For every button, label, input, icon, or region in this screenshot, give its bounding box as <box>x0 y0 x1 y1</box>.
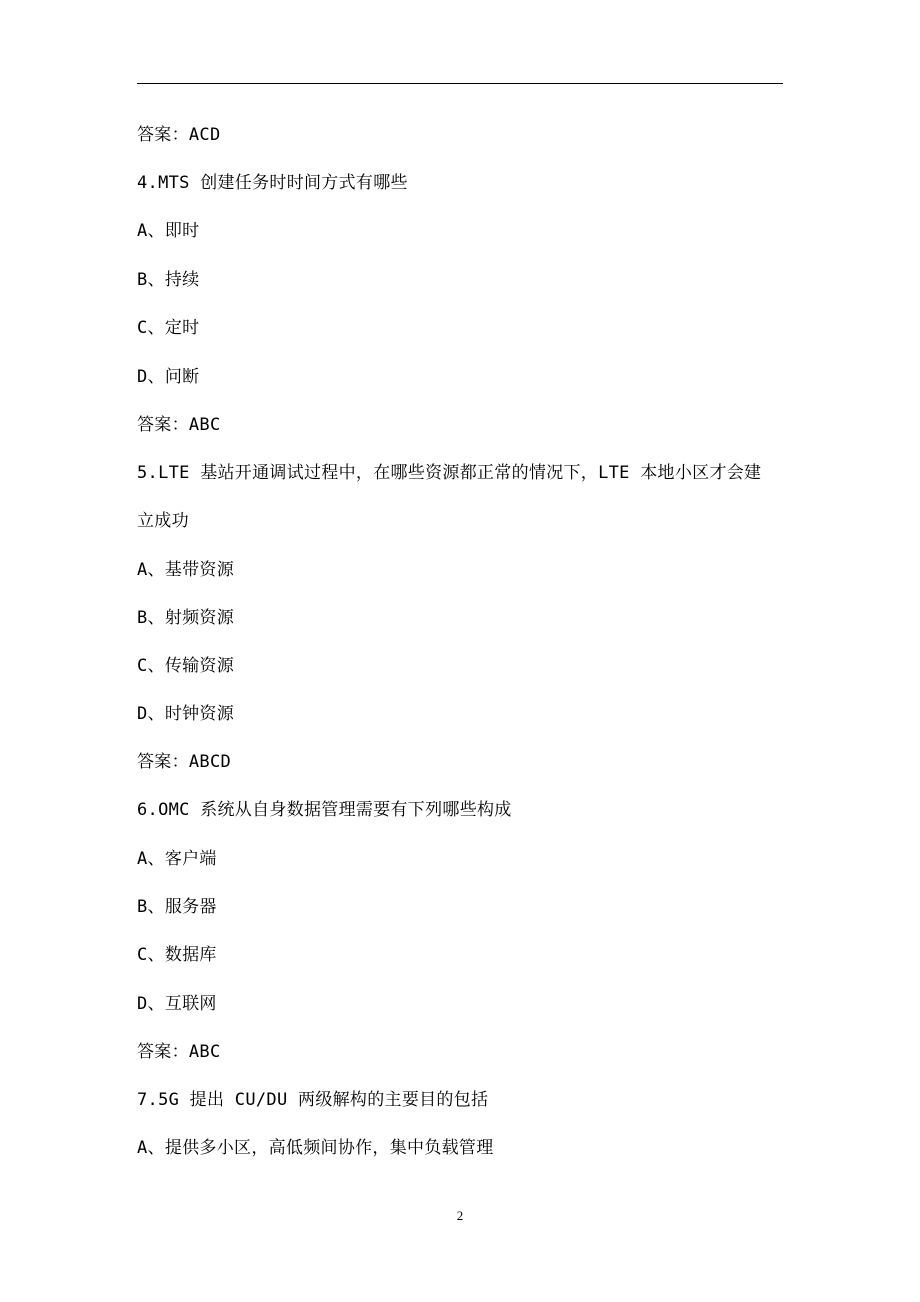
answer-q3: 答案：ACD <box>137 125 221 145</box>
question-5-line-1: 5.LTE 基站开通调试过程中，在哪些资源都正常的情况下，LTE 本地小区才会建 <box>137 463 762 483</box>
q5-option-d: D、时钟资源 <box>137 704 235 724</box>
answer-q6: 答案：ABC <box>137 1042 221 1062</box>
answer-q4: 答案：ABC <box>137 415 221 435</box>
q4-option-d: D、问断 <box>137 367 200 387</box>
q4-option-a: A、即时 <box>137 221 200 241</box>
question-5-line-2: 立成功 <box>137 511 189 531</box>
question-4: 4.MTS 创建任务时时间方式有哪些 <box>137 173 408 193</box>
q5-option-b: B、射频资源 <box>137 608 235 628</box>
q6-option-d: D、互联网 <box>137 994 217 1014</box>
q7-option-a: A、提供多小区，高低频间协作，集中负载管理 <box>137 1138 494 1158</box>
q5-option-c: C、传输资源 <box>137 656 235 676</box>
page-number: 2 <box>456 1208 464 1223</box>
q5-option-a: A、基带资源 <box>137 560 235 580</box>
question-6: 6.OMC 系统从自身数据管理需要有下列哪些构成 <box>137 800 512 820</box>
q4-option-c: C、定时 <box>137 318 200 338</box>
question-7: 7.5G 提出 CU/DU 两级解构的主要目的包括 <box>137 1090 489 1110</box>
header-rule <box>137 83 783 84</box>
q4-option-b: B、持续 <box>137 270 200 290</box>
q6-option-a: A、客户端 <box>137 849 217 869</box>
answer-q5: 答案：ABCD <box>137 752 232 772</box>
q6-option-b: B、服务器 <box>137 897 217 917</box>
q6-option-c: C、数据库 <box>137 945 217 965</box>
